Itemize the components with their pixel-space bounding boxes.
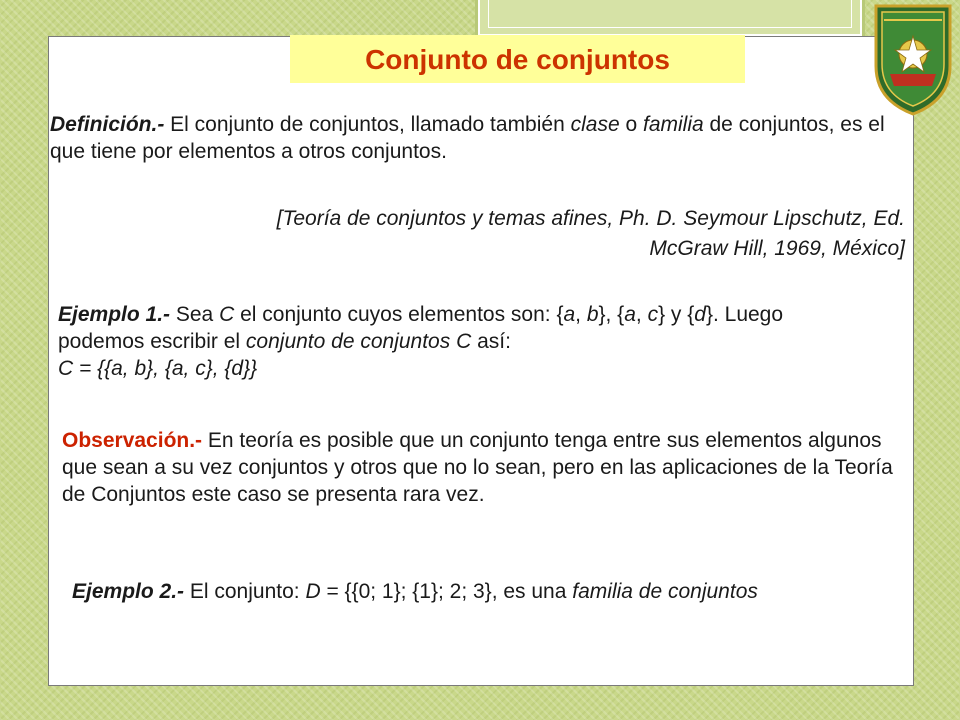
decorative-frame [478,0,862,36]
definition-label: Definición.- [50,113,165,136]
slide-title: Conjunto de conjuntos [365,44,670,75]
example-1-paragraph: Ejemplo 1.- Sea C el conjunto cuyos elementos son: {a, b}, {a, c} y {d}. Luego podemos escribir el conjunto de conjuntos C así: C = {{a, b}, {a, c}, {d}} [58,301,858,382]
school-emblem-logo [870,0,956,116]
example-2-paragraph: Ejemplo 2.- El conjunto: D = {{0; 1}; {1}; 2; 3}, es una familia de conjuntos [72,580,758,603]
reference-line-1: [Teoría de conjuntos y temas afines, Ph. D. Seymour Lipschutz, Ed. [276,207,905,230]
example-2-label: Ejemplo 2.- [72,580,185,603]
observation-paragraph: Observación.- En teoría es posible que un conjunto tenga entre sus elementos algunos que sean a su vez conjuntos y otros que no lo sean, pero en las aplicaciones de la Teoría de Conjuntos este caso se presenta rara vez. [62,429,893,506]
reference-line-2: McGraw Hill, 1969, México] [649,237,905,260]
observation-label: Observación.- [62,429,203,452]
bibliographic-reference [60,204,905,264]
example-1-label: Ejemplo 1.- [58,303,171,326]
example-1-formula: C = {{a, b}, {a, c}, {d}} [58,357,258,380]
definition-paragraph: Definición.- El conjunto de conjuntos, llamado también clase o familia de conjuntos, es el que tiene por elementos a otros conjuntos. [50,113,885,163]
